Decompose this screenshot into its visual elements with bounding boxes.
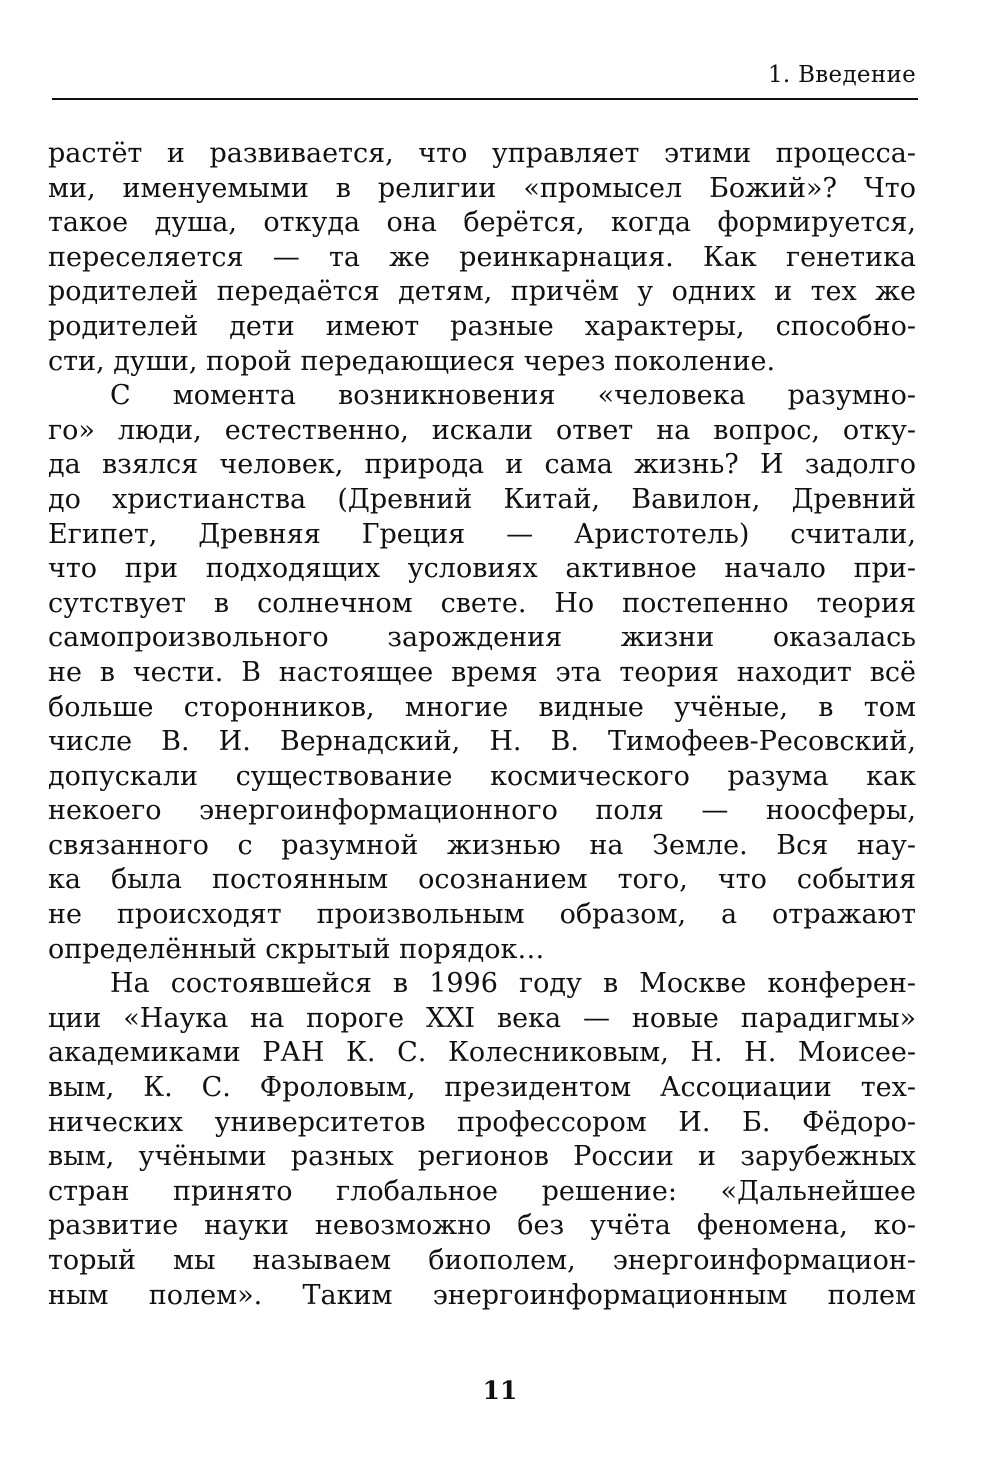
text-line: больше сторонников, многие видные учёные, в том bbox=[48, 691, 916, 723]
text-line: ным полем». Таким энергоинформационным полем bbox=[48, 1279, 916, 1311]
text-line: до христианства (Древний Китай, Вавилон, Древний bbox=[48, 483, 916, 515]
paragraph-first-line: На состоявшейся в 1996 году в Москве конферен- bbox=[110, 968, 916, 1000]
text-line: растёт и развивается, что управляет этими процесса- bbox=[48, 138, 916, 169]
text-line: такое душа, откуда она берётся, когда формируется, bbox=[48, 207, 916, 239]
text-line: не в чести. В настоящее время эта теория находит всё bbox=[48, 656, 916, 688]
text-line: торый мы называем биополем, энергоинформацион- bbox=[48, 1245, 916, 1276]
text-line: нических университетов профессором И. Б. Фёдоро- bbox=[48, 1106, 916, 1138]
text-line: да взялся человек, природа и сама жизнь? И задолго bbox=[48, 449, 916, 481]
text-line: не происходят произвольным образом, а отражают bbox=[48, 899, 916, 931]
text-line: числе В. И. Вернадский, Н. В. Тимофеев-Ресовский, bbox=[48, 726, 916, 758]
paragraph-first-line: С момента возникновения «человека разумно- bbox=[110, 380, 916, 412]
text-line: вым, К. С. Фроловым, президентом Ассоциации тех- bbox=[48, 1072, 916, 1104]
text-line: переселяется — та же реинкарнация. Как генетика bbox=[48, 241, 916, 273]
text-line: ции «Наука на пороге XXI века — новые парадигмы» bbox=[48, 1002, 916, 1034]
text-line: сти, души, порой передающиеся через поколение. bbox=[48, 345, 776, 377]
text-line: самопроизвольного зарождения жизни оказалась bbox=[48, 622, 916, 654]
text-line: вым, учёными разных регионов России и зарубежных bbox=[48, 1141, 916, 1173]
text-line: развитие науки невозможно без учёта феномена, ко- bbox=[48, 1210, 916, 1242]
running-header bbox=[52, 60, 918, 100]
text-line: некоего энергоинформационного поля — ноосферы, bbox=[48, 795, 916, 827]
text-line: ка была постоянным осознанием того, что события bbox=[48, 864, 916, 896]
text-line: определённый скрытый порядок… bbox=[48, 933, 545, 965]
text-line: академиками РАН К. С. Колесниковым, Н. Н. Моисее- bbox=[48, 1037, 916, 1069]
text-line: стран принято глобальное решение: «Дальнейшее bbox=[48, 1175, 916, 1207]
text-line: связанного с разумной жизнью на Земле. Вся нау- bbox=[48, 829, 916, 861]
page-number: 11 bbox=[482, 1376, 518, 1405]
text-line: родителей передаётся детям, причём у одних и тех же bbox=[48, 276, 916, 308]
text-line: ми, именуемыми в религии «промысел Божий»? Что bbox=[48, 172, 916, 204]
text-line: допускали существование космического разума как bbox=[48, 760, 916, 792]
text-line: что при подходящих условиях активное начало при- bbox=[48, 553, 916, 585]
text-line: сутствует в солнечном свете. Но постепенно теория bbox=[48, 587, 916, 619]
text-line: го» люди, естественно, искали ответ на вопрос, отку- bbox=[48, 414, 916, 446]
text-line: Египет, Древняя Греция — Аристотель) считали, bbox=[48, 518, 916, 550]
body-text bbox=[48, 137, 916, 1313]
section-title: 1. Введение bbox=[767, 62, 916, 88]
text-line: родителей дети имеют разные характеры, способно- bbox=[48, 310, 916, 342]
